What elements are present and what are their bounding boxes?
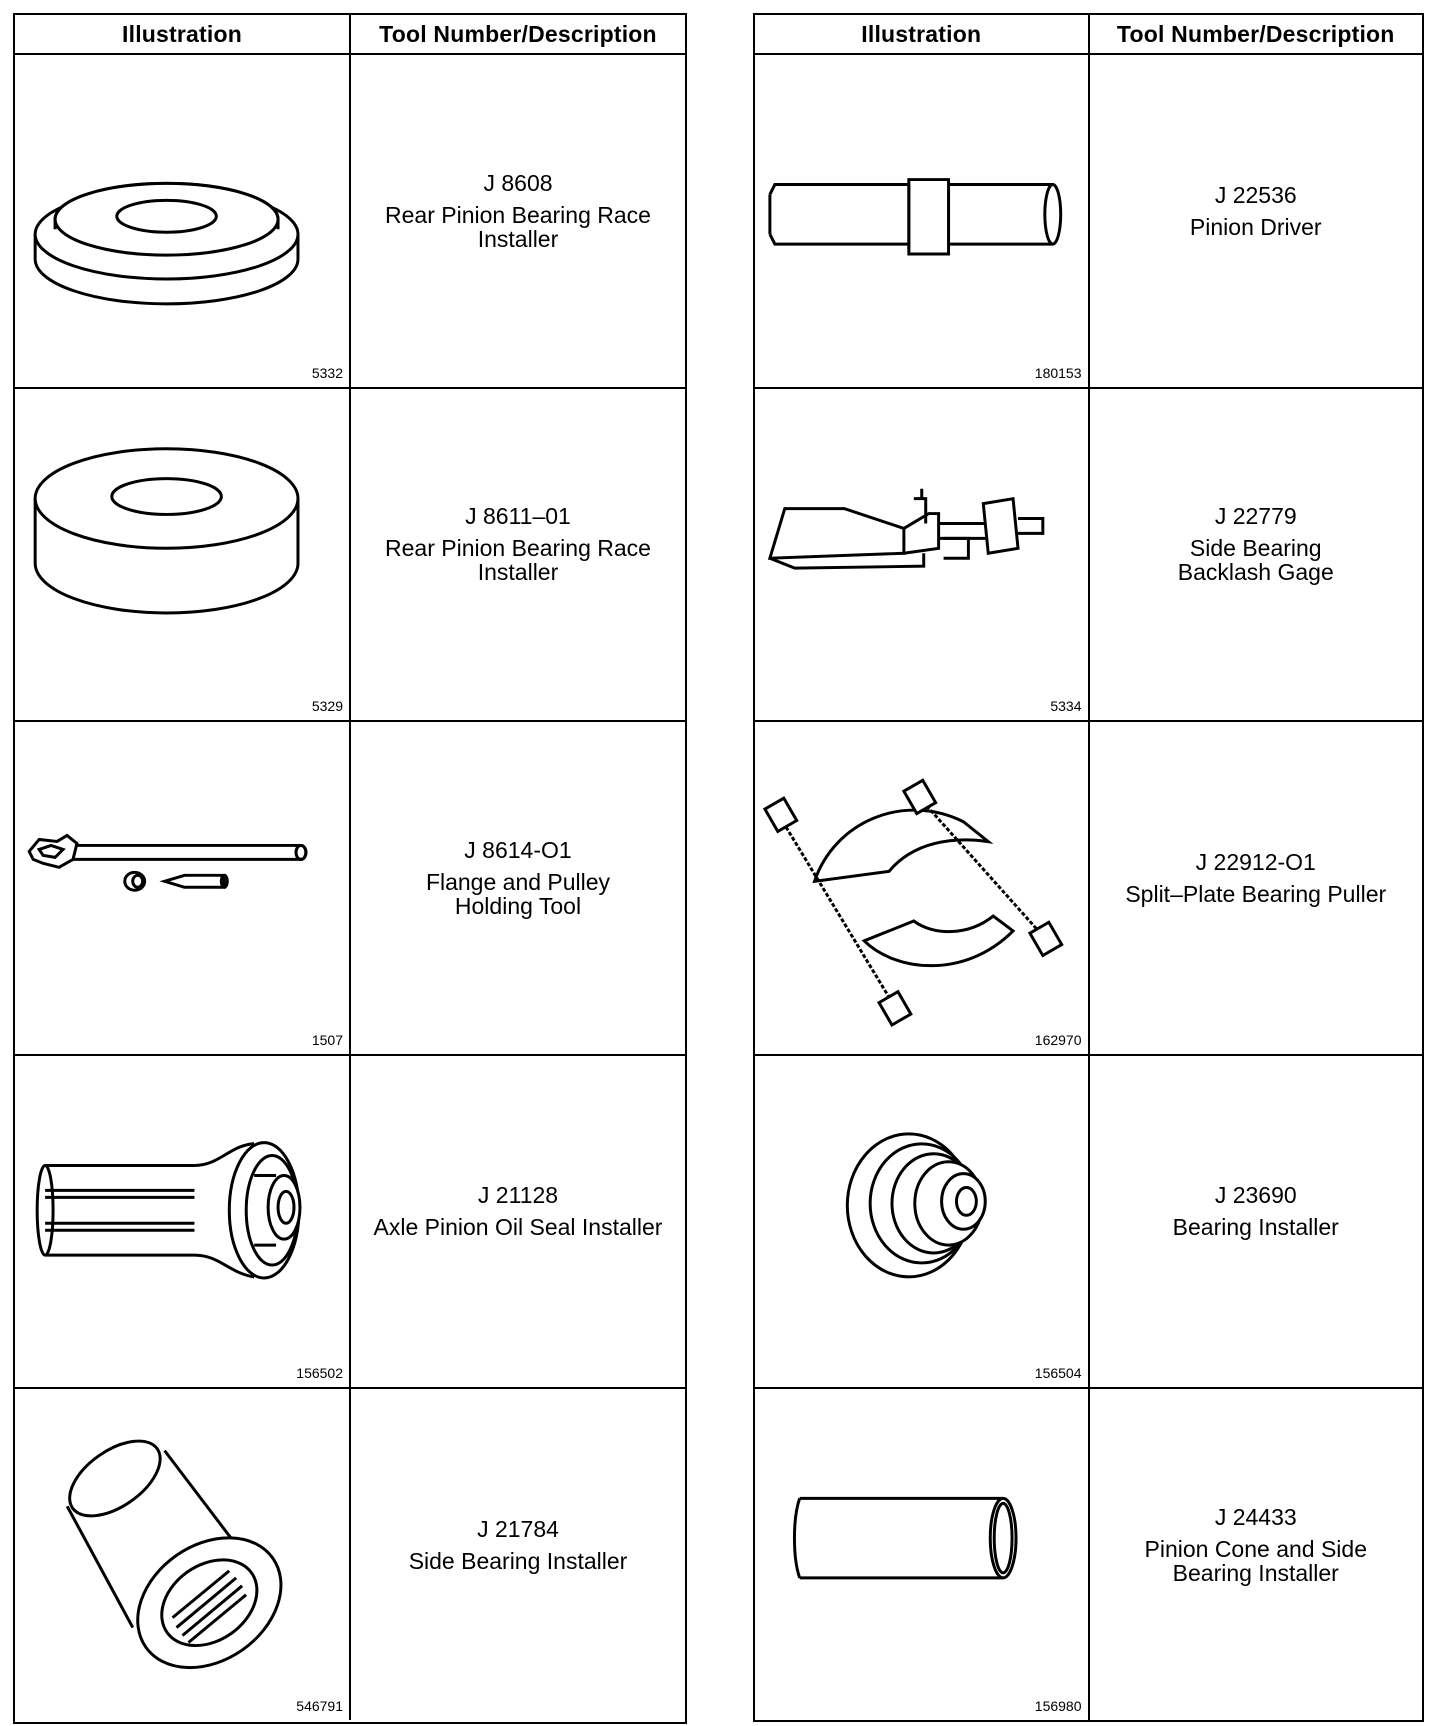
illustration-cell bbox=[15, 1056, 349, 1388]
tool-number: J 23690 bbox=[1214, 1182, 1297, 1209]
illustration-header: Illustration bbox=[122, 20, 242, 47]
table-row bbox=[15, 722, 685, 1056]
table-row bbox=[15, 1389, 685, 1720]
tool-description-cell bbox=[349, 389, 685, 721]
tool-number: J 22912-O1 bbox=[1195, 848, 1316, 875]
tool-number: J 22779 bbox=[1214, 503, 1297, 530]
tool-number: J 22536 bbox=[1214, 181, 1297, 208]
illustration-cell bbox=[15, 55, 349, 387]
pinion-driver-icon bbox=[755, 55, 1088, 387]
illustration-cell bbox=[15, 1389, 349, 1720]
table-row bbox=[755, 389, 1422, 723]
tool-table-right bbox=[753, 13, 1424, 1722]
bearing-installer-icon bbox=[755, 1056, 1088, 1388]
tool-header: Tool Number/Description bbox=[1088, 15, 1423, 53]
tool-table-left bbox=[13, 13, 687, 1724]
tool-description: Bearing Installer bbox=[1172, 1214, 1339, 1241]
table-header bbox=[15, 15, 685, 55]
illustration-cell bbox=[755, 722, 1088, 1054]
tool-description-cell bbox=[1088, 1056, 1423, 1388]
illustration-cell bbox=[755, 389, 1088, 721]
tool-number: J 8608 bbox=[483, 169, 553, 196]
tool-header: Tool Number/Description bbox=[349, 15, 685, 53]
tool-description: Pinion Driver bbox=[1189, 213, 1322, 240]
race-installer-disc-icon bbox=[15, 389, 349, 721]
figure-number: 156504 bbox=[1034, 1365, 1082, 1381]
figure-number: 162970 bbox=[1034, 1031, 1082, 1048]
tool-description: Split–Plate Bearing Puller bbox=[1125, 880, 1387, 907]
tool-description: Side Bearing Backlash Gage bbox=[1177, 535, 1334, 586]
figure-number: 5329 bbox=[311, 698, 343, 714]
tool-number: J 21784 bbox=[477, 1515, 559, 1542]
side-bearing-installer-icon bbox=[15, 1389, 349, 1720]
figure-number: 5334 bbox=[1050, 698, 1082, 714]
tool-description-cell bbox=[349, 55, 685, 387]
tool-description-cell bbox=[1088, 55, 1423, 387]
oil-seal-installer-icon bbox=[15, 1056, 349, 1388]
pinion-cone-installer-icon bbox=[755, 1389, 1088, 1720]
illustration-cell bbox=[755, 1056, 1088, 1388]
table-row bbox=[755, 1389, 1422, 1720]
tool-number: J 24433 bbox=[1214, 1503, 1297, 1530]
table-row bbox=[755, 55, 1422, 389]
flanged-race-installer-icon bbox=[15, 55, 349, 387]
tool-description-cell bbox=[349, 1056, 685, 1388]
illustration-cell bbox=[15, 389, 349, 721]
figure-number: 180153 bbox=[1034, 364, 1082, 381]
table-row bbox=[15, 55, 685, 389]
figure-number: 156980 bbox=[1034, 1698, 1082, 1714]
table-row bbox=[755, 1056, 1422, 1390]
illustration-cell bbox=[755, 1389, 1088, 1720]
tool-description-cell bbox=[349, 722, 685, 1054]
tool-description: Flange and Pulley Holding Tool bbox=[425, 868, 611, 919]
tool-description: Rear Pinion Bearing Race Installer bbox=[385, 535, 651, 586]
illustration-header: Illustration bbox=[861, 20, 982, 47]
illustration-cell bbox=[755, 55, 1088, 387]
tool-description-cell bbox=[349, 1389, 685, 1720]
tool-number: J 21128 bbox=[477, 1182, 559, 1209]
tool-number: J 8611–01 bbox=[465, 503, 571, 530]
tool-description-cell bbox=[1088, 389, 1423, 721]
tool-description: Axle Pinion Oil Seal Installer bbox=[373, 1214, 663, 1241]
table-header bbox=[755, 15, 1422, 55]
table-row bbox=[755, 722, 1422, 1056]
table-row bbox=[15, 389, 685, 723]
tool-description: Rear Pinion Bearing Race Installer bbox=[385, 201, 651, 252]
figure-number: 546791 bbox=[296, 1698, 343, 1714]
tool-description-cell bbox=[1088, 1389, 1423, 1720]
bearing-puller-icon bbox=[755, 722, 1088, 1054]
backlash-gage-icon bbox=[755, 389, 1088, 721]
tool-description-cell bbox=[1088, 722, 1423, 1054]
tool-description: Side Bearing Installer bbox=[408, 1547, 628, 1574]
illustration-cell bbox=[15, 722, 349, 1054]
table-row bbox=[15, 1056, 685, 1390]
figure-number: 156502 bbox=[296, 1365, 343, 1381]
tool-description: Pinion Cone and Side Bearing Installer bbox=[1144, 1535, 1367, 1586]
holding-tool-icon bbox=[15, 722, 349, 1054]
tool-number: J 8614-O1 bbox=[464, 836, 572, 863]
figure-number: 1507 bbox=[311, 1031, 343, 1048]
figure-number: 5332 bbox=[311, 364, 343, 381]
